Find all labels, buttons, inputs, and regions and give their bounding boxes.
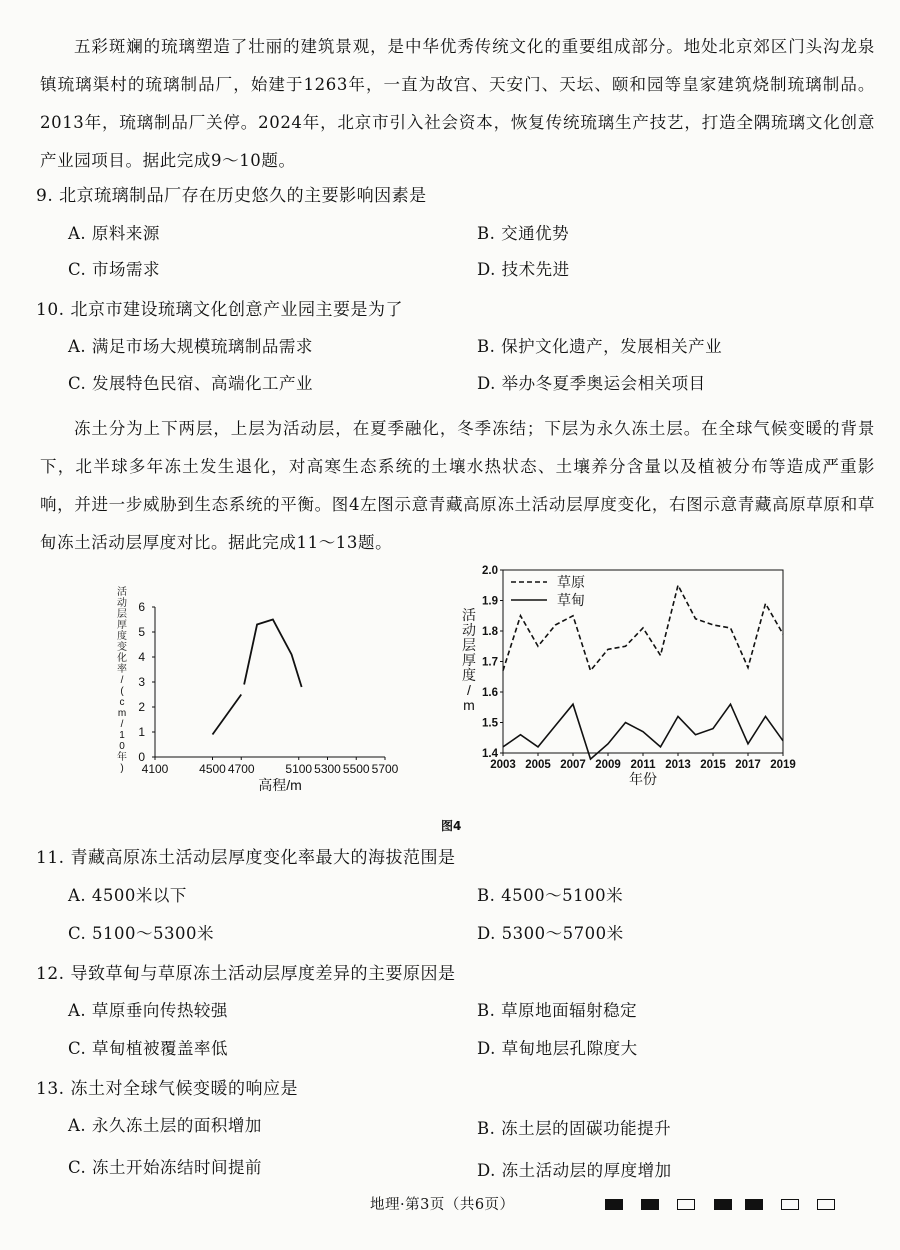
y-axis-label-char: 厚 — [117, 620, 127, 631]
y-tick-label: 3 — [138, 675, 145, 689]
y-tick-label: 1.8 — [482, 626, 498, 638]
y-axis-label-char: / — [120, 675, 124, 686]
x-tick-label: 5700 — [371, 762, 399, 776]
question-13-option-a[interactable]: A. 永久冻土层的面积增加 — [68, 1116, 262, 1135]
y-tick-label: 1 — [138, 725, 145, 739]
x-tick-label: 4700 — [227, 762, 255, 776]
x-tick-label: 2019 — [770, 759, 796, 771]
y-axis-label-char: 度 — [462, 667, 476, 683]
legend-label: 草原 — [557, 574, 585, 590]
y-tick-label: 1.9 — [482, 595, 498, 608]
y-axis-label-char: 度 — [117, 631, 127, 642]
question-12-option-b[interactable]: B. 草原地面辐射稳定 — [477, 1001, 638, 1020]
y-axis-label-char: 率 — [117, 664, 127, 675]
plot-frame — [503, 570, 783, 753]
question-10-option-b[interactable]: B. 保护文化遗产，发展相关产业 — [477, 337, 723, 356]
question-11-option-b[interactable]: B. 4500～5100米 — [477, 886, 624, 905]
y-tick-label: 2 — [138, 700, 145, 714]
y-axis-label-char: 层 — [117, 609, 127, 620]
footer-mark-filled — [745, 1199, 763, 1210]
footer-mark-filled — [641, 1199, 659, 1210]
y-tick-label: 1.4 — [482, 748, 498, 760]
figure-caption: 图4 — [441, 819, 462, 833]
question-9-option-d[interactable]: D. 技术先进 — [477, 260, 570, 279]
y-axis-label-char: c — [119, 697, 125, 708]
y-axis-label-char: ( — [120, 686, 124, 697]
question-10-option-a[interactable]: A. 满足市场大规模琉璃制品需求 — [68, 337, 313, 356]
x-tick-label: 4100 — [141, 762, 169, 776]
footer-mark-filled — [605, 1199, 623, 1210]
footer-mark-filled — [714, 1199, 732, 1210]
passage-glaze-factory: 五彩斑斓的琉璃塑造了壮丽的建筑景观，是中华优秀传统文化的重要组成部分。地处北京郊区门头沟龙泉镇琉璃渠村的琉璃制品厂，始建于1263年，一直为故宫、天安门、天坛、颐和园等皇家建筑烧制琉璃制品。2013年，琉璃制品厂关停。2024年，北京市引入社会资本，恢复传统琉璃生产技艺，打造全隅琉璃文化创意产业园项目。据此完成9～10题。 — [40, 37, 875, 170]
question-10-stem: 10. 北京市建设琉璃文化创意产业园主要是为了 — [36, 300, 403, 320]
x-tick-label: 2003 — [490, 759, 516, 771]
footer-mark-empty — [817, 1199, 835, 1210]
y-axis-label-char: 1 — [119, 730, 125, 741]
y-axis-label-char: 层 — [462, 637, 476, 653]
question-12-option-d[interactable]: D. 草甸地层孔隙度大 — [477, 1039, 638, 1058]
x-tick-label: 5300 — [314, 762, 341, 776]
question-10-option-d[interactable]: D. 举办冬夏季奥运会相关项目 — [477, 374, 706, 393]
y-axis-label-char: 动 — [117, 598, 127, 609]
legend-label: 草甸 — [557, 592, 585, 608]
x-axis-label: 高程/m — [258, 777, 302, 793]
chart-active-layer-thickness — [455, 560, 800, 805]
question-10-option-c[interactable]: C. 发展特色民宿、高端化工产业 — [68, 374, 314, 393]
y-axis-label — [462, 607, 476, 713]
y-axis-label-char: m — [463, 697, 475, 713]
series-line-meadow — [503, 704, 783, 759]
question-12-stem: 12. 导致草甸与草原冻土活动层厚度差异的主要原因是 — [36, 964, 456, 984]
footer-mark-empty — [677, 1199, 695, 1210]
y-tick-label: 5 — [138, 625, 145, 639]
x-tick-label: 5100 — [285, 762, 313, 776]
y-axis-label-char: ) — [120, 763, 124, 774]
y-tick-label: 2.0 — [482, 565, 498, 577]
y-axis-label-char: 变 — [117, 642, 127, 653]
y-axis-label-char: 动 — [462, 622, 476, 638]
question-11-option-a[interactable]: A. 4500米以下 — [68, 886, 187, 905]
x-tick-label: 2009 — [595, 759, 621, 771]
question-11-stem: 11. 青藏高原冻土活动层厚度变化率最大的海拔范围是 — [36, 848, 456, 868]
x-tick-label: 2011 — [630, 759, 656, 771]
y-axis-label-char: m — [117, 708, 127, 719]
page-footer: 地理·第3页（共6页） — [370, 1197, 515, 1213]
y-axis-label-char: 年 — [117, 752, 127, 763]
question-11-option-d[interactable]: D. 5300～5700米 — [477, 924, 624, 943]
y-tick-label: 0 — [138, 750, 145, 764]
question-12-option-c[interactable]: C. 草甸植被覆盖率低 — [68, 1039, 229, 1058]
x-tick-label: 2005 — [525, 759, 551, 771]
x-tick-label: 2007 — [560, 759, 586, 771]
x-tick-label: 2015 — [700, 759, 726, 771]
x-tick-label: 5500 — [342, 762, 370, 776]
y-axis-label-char: 厚 — [462, 652, 476, 668]
y-tick-label: 1.5 — [482, 717, 498, 730]
y-tick-label: 6 — [138, 600, 145, 614]
y-axis-label — [117, 586, 127, 774]
question-9-stem: 9. 北京琉璃制品厂存在历史悠久的主要影响因素是 — [36, 186, 427, 206]
y-axis-label-char: 活 — [117, 587, 127, 598]
change-rate-line — [213, 695, 242, 735]
y-axis-label-char: 0 — [119, 741, 125, 752]
question-9-option-b[interactable]: B. 交通优势 — [477, 224, 570, 243]
question-13-option-b[interactable]: B. 冻土层的固碳功能提升 — [477, 1119, 672, 1138]
y-tick-label: 1.6 — [482, 687, 498, 699]
y-axis-label-char: / — [467, 682, 471, 698]
y-tick-label: 1.7 — [482, 656, 498, 669]
change-rate-line — [244, 620, 302, 688]
series-line-grassland — [503, 585, 783, 670]
y-tick-label: 4 — [138, 650, 145, 664]
footer-mark-empty — [781, 1199, 799, 1210]
question-12-option-a[interactable]: A. 草原垂向传热较强 — [68, 1001, 228, 1020]
question-13-option-d[interactable]: D. 冻土活动层的厚度增加 — [477, 1161, 672, 1180]
question-9-option-a[interactable]: A. 原料来源 — [68, 224, 160, 243]
x-axis-label: 年份 — [629, 771, 657, 787]
question-11-option-c[interactable]: C. 5100～5300米 — [68, 924, 215, 943]
passage-permafrost: 冻土分为上下两层，上层为活动层，在夏季融化，冬季冻结；下层为永久冻土层。在全球气候变暖的背景下，北半球多年冻土发生退化，对高寒生态系统的土壤水热状态、土壤养分含量以及植被分布等造成严重影响，并进一步威胁到生态系统的平衡。图4左图示意青藏高原冻土活动层厚度变化，右图示意青藏高原草原和草甸冻土活动层厚度对比。据此完成11～13题。 — [40, 419, 875, 552]
x-tick-label: 4500 — [199, 762, 226, 776]
y-axis-label-char: / — [120, 719, 124, 730]
y-axis-label-char: 活 — [462, 607, 476, 623]
chart-elevation-change-rate — [110, 585, 430, 800]
question-13-stem: 13. 冻土对全球气候变暖的响应是 — [36, 1079, 298, 1099]
y-axis-label-char: 化 — [117, 653, 127, 664]
question-13-option-c[interactable]: C. 冻土开始冻结时间提前 — [68, 1158, 263, 1177]
question-9-option-c[interactable]: C. 市场需求 — [68, 260, 161, 279]
x-tick-label: 2013 — [665, 759, 691, 771]
x-tick-label: 2017 — [735, 759, 761, 771]
